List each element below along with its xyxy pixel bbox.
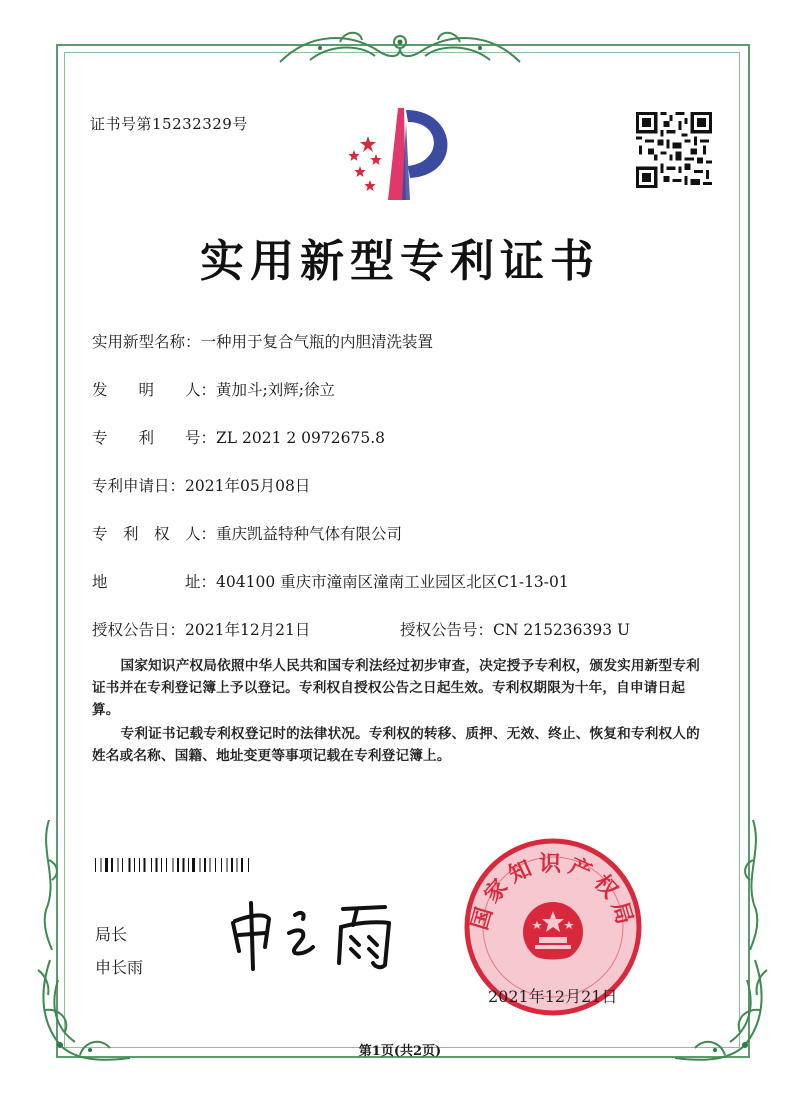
inventor-value: 黄加斗;刘辉;徐立	[216, 381, 335, 399]
barcode-bar	[231, 858, 233, 872]
barcode-bar	[128, 858, 130, 872]
address-label: 地 址：	[92, 573, 217, 591]
barcode-bar	[221, 858, 222, 872]
barcode-bar	[209, 858, 210, 872]
patent-number-label: 专 利 号：	[92, 429, 217, 447]
barcode-bar	[139, 858, 140, 872]
barcode-bar	[134, 858, 135, 872]
barcode-bar	[118, 858, 119, 872]
grant-announcement-number-row	[400, 618, 630, 640]
barcode-bar	[111, 858, 113, 872]
barcode-bar	[155, 858, 157, 872]
utility-model-name-label: 实用新型名称：	[92, 333, 201, 351]
barcode-bar	[241, 858, 243, 872]
director-name: 申长雨	[95, 958, 144, 977]
patent-number-value: ZL 2021 2 0972675.8	[216, 429, 385, 447]
barcode-bar	[95, 858, 96, 872]
patent-number-row	[92, 426, 385, 448]
statement-paragraph-1: 国家知识产权局依照中华人民共和国专利法经过初步审查，决定授予专利权，颁发实用新型专利证书并在专利登记簿上予以登记。专利权自授权公告之日起生效。专利权期限为十年，自申请日起算。	[92, 658, 700, 718]
qr-code-icon	[636, 112, 712, 188]
certificate-number: 证书号第15232329号	[90, 115, 248, 133]
director-title: 局长	[95, 925, 128, 944]
utility-model-name-row	[92, 330, 433, 352]
barcode-bar	[248, 858, 249, 872]
barcode-bar	[215, 858, 216, 872]
barcode-bar	[161, 858, 162, 872]
grant-announcement-number-value: CN 215236393 U	[493, 621, 631, 639]
barcode-bar	[122, 858, 123, 872]
barcode-bar	[100, 858, 101, 872]
patentee-label: 专 利 权 人：	[92, 525, 217, 543]
certificate-legal-note	[92, 723, 712, 767]
filing-date-row	[92, 474, 310, 496]
barcode-bar	[188, 858, 189, 872]
filing-date-value: 2021年05月08日	[185, 477, 311, 495]
barcode-bar	[151, 858, 152, 872]
seal-date: 2021年12月21日	[488, 987, 618, 1006]
barcode-bar	[173, 858, 174, 872]
barcode-bar	[144, 858, 146, 872]
seal-text: 国家知识产权局	[467, 852, 639, 934]
top-ornament-icon	[270, 22, 530, 72]
address-row	[92, 570, 569, 592]
patent-office-logo-icon	[338, 100, 468, 205]
director-signature-icon	[225, 895, 425, 975]
national-emblem-icon	[523, 902, 583, 962]
barcode-bar	[204, 858, 206, 872]
barcode-bar	[182, 858, 184, 872]
grant-announcement-date-row	[92, 618, 310, 640]
left-side-ornament-icon	[34, 820, 64, 950]
address-value: 404100 重庆市潼南区潼南工业园区北区C1-13-01	[216, 573, 569, 591]
patentee-value: 重庆凯益特种气体有限公司	[216, 525, 403, 543]
certificate-statement	[92, 655, 712, 721]
barcode-bar	[177, 858, 179, 872]
barcode-bar	[227, 858, 228, 872]
barcode-bar	[236, 858, 237, 872]
utility-model-name-value: 一种用于复合气瓶的内胆清洗装置	[200, 333, 434, 351]
statement-paragraph-2: 专利证书记载专利权登记时的法律状况。专利权的转移、质押、无效、终止、恢复和专利权人的姓名或名称、国籍、地址变更等事项记载在专利登记簿上。	[92, 726, 700, 764]
barcode-bar	[105, 858, 108, 872]
grant-announcement-number-label: 授权公告号：	[400, 621, 494, 639]
patentee-row	[92, 522, 402, 544]
inventor-label: 发 明 人：	[92, 381, 217, 399]
barcode-bar	[192, 858, 195, 872]
grant-announcement-date-label: 授权公告日：	[92, 621, 186, 639]
right-side-ornament-icon	[738, 820, 768, 950]
page-number: 第1页(共2页)	[358, 1044, 442, 1059]
filing-date-label: 专利申请日：	[92, 477, 186, 495]
certificate-title: 实用新型专利证书	[200, 236, 600, 287]
grant-announcement-date-value: 2021年12月21日	[185, 621, 311, 639]
barcode-bar	[200, 858, 201, 872]
inventor-row	[92, 378, 335, 400]
barcode-icon	[95, 858, 307, 872]
barcode-bar	[166, 858, 167, 872]
